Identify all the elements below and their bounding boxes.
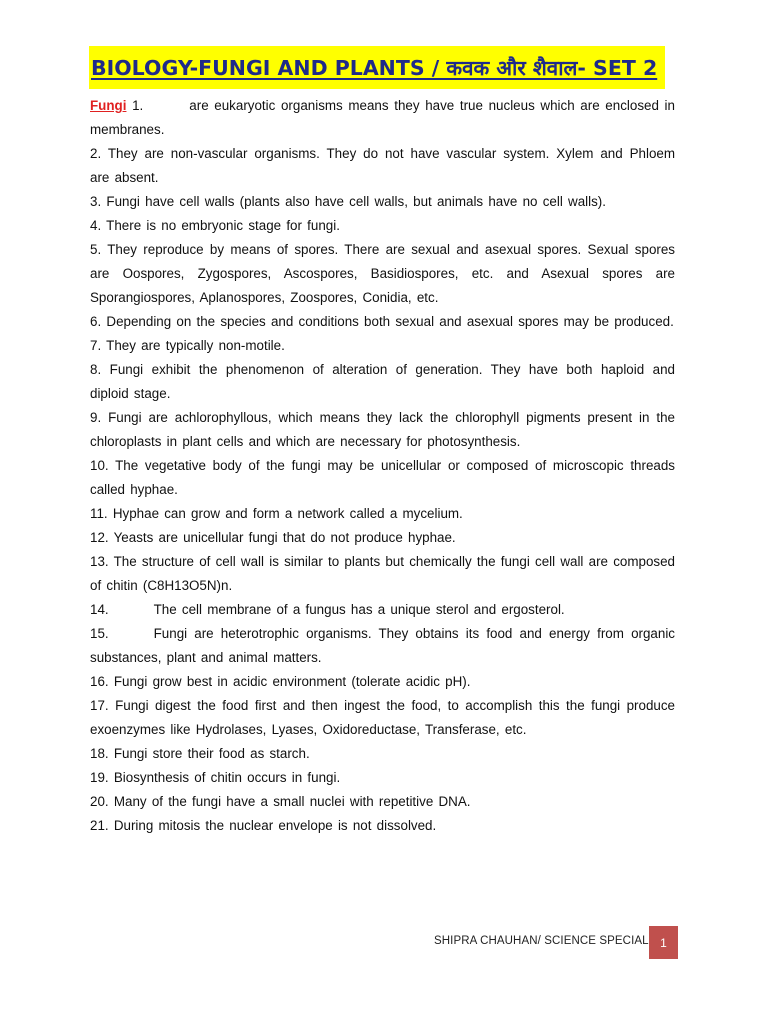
list-item <box>90 358 675 406</box>
item-text: Fungi grow best in acidic environment (tolerate acidic pH). <box>113 674 471 689</box>
item-number: 18. <box>90 746 109 761</box>
list-item <box>90 766 675 790</box>
item-number: 1. <box>132 98 144 113</box>
list-item <box>90 526 675 550</box>
footer-author: SHIPRA CHAUHAN/ SCIENCE SPECIAL <box>434 935 649 947</box>
list-item <box>90 142 675 190</box>
item-text: The cell membrane of a fungus has a unique sterol and ergosterol. <box>153 602 565 617</box>
item-text: Fungi have cell walls (plants also have cell walls, but animals have no cell walls). <box>106 194 606 209</box>
list-item <box>90 622 675 670</box>
item-number: 17. <box>90 698 109 713</box>
item-number: 16. <box>90 674 109 689</box>
list-item <box>90 598 675 622</box>
list-item <box>90 670 675 694</box>
list-item <box>90 502 675 526</box>
item-text: Fungi digest the food first and then ingest the food, to accomplish this the fungi produce exoenzymes like Hydrolases, Lyases, Oxidoreductase, Transferase, etc. <box>90 698 675 737</box>
item-number: 14. <box>90 602 109 617</box>
item-number: 4. <box>90 218 102 233</box>
item-number: 13. <box>90 554 109 569</box>
item-number: 5. <box>90 242 102 257</box>
item-number: 11. <box>90 506 108 521</box>
list-item <box>90 94 675 142</box>
list-item <box>90 214 675 238</box>
item-text: Fungi are heterotrophic organisms. They obtains its food and energy from organic substances, plant and animal matters. <box>90 626 675 665</box>
item-number: 7. <box>90 338 102 353</box>
list-item <box>90 406 675 454</box>
list-item <box>90 550 675 598</box>
item-number: 3. <box>90 194 102 209</box>
item-text: Biosynthesis of chitin occurs in fungi. <box>113 770 341 785</box>
item-text: The vegetative body of the fungi may be unicellular or composed of microscopic threads called hyphae. <box>90 458 675 497</box>
list-item <box>90 814 675 838</box>
item-number: 19. <box>90 770 109 785</box>
item-text: Many of the fungi have a small nuclei with repetitive DNA. <box>113 794 471 809</box>
item-number: 21. <box>90 818 109 833</box>
document-body <box>90 94 675 838</box>
list-item <box>90 310 675 334</box>
item-number: 9. <box>90 410 102 425</box>
item-text: are eukaryotic organisms means they have true nucleus which are enclosed in membranes. <box>90 98 675 137</box>
item-text: Fungi exhibit the phenomenon of alteration of generation. They have both haploid and diploid stage. <box>90 362 675 401</box>
item-number: 15. <box>90 626 109 641</box>
list-item <box>90 742 675 766</box>
page-number: 1 <box>660 935 667 950</box>
item-text: They are typically non-motile. <box>106 338 285 353</box>
item-text: Depending on the species and conditions both sexual and asexual spores may be produced. <box>106 314 674 329</box>
item-text: Fungi store their food as starch. <box>113 746 310 761</box>
list-item <box>90 238 675 310</box>
list-item <box>90 694 675 742</box>
item-text: They are non-vascular organisms. They do not have vascular system. Xylem and Phloem are absent. <box>90 146 675 185</box>
item-number: 2. <box>90 146 102 161</box>
list-item <box>90 334 675 358</box>
list-item <box>90 190 675 214</box>
item-text: The structure of cell wall is similar to plants but chemically the fungi cell wall are composed of chitin (C8H13O5N)n. <box>90 554 675 593</box>
item-number: 8. <box>90 362 102 377</box>
item-number: 12. <box>90 530 109 545</box>
item-text: There is no embryonic stage for fungi. <box>106 218 340 233</box>
page-title: BIOLOGY-FUNGI AND PLANTS / कवक और शैवाल- SET 2 <box>89 46 665 89</box>
item-number: 10. <box>90 458 109 473</box>
list-item <box>90 790 675 814</box>
item-text: Hyphae can grow and form a network called a mycelium. <box>112 506 463 521</box>
lead-word: Fungi <box>90 98 127 113</box>
item-text: They reproduce by means of spores. There are sexual and asexual spores. Sexual spores are Oospores, Zygospores, Ascospores, Basidiospores, etc. and Asexual spores are Sporangiospores, Aplanospores, Zoospores, Conidia, etc. <box>90 242 675 305</box>
item-text: During mitosis the nuclear envelope is not dissolved. <box>113 818 437 833</box>
list-item <box>90 454 675 502</box>
item-number: 6. <box>90 314 102 329</box>
item-number: 20. <box>90 794 109 809</box>
item-text: Fungi are achlorophyllous, which means they lack the chlorophyll pigments present in the chloroplasts in plant cells and which are necessary for photosynthesis. <box>90 410 675 449</box>
item-text: Yeasts are unicellular fungi that do not produce hyphae. <box>113 530 456 545</box>
page-number-badge <box>649 926 678 959</box>
